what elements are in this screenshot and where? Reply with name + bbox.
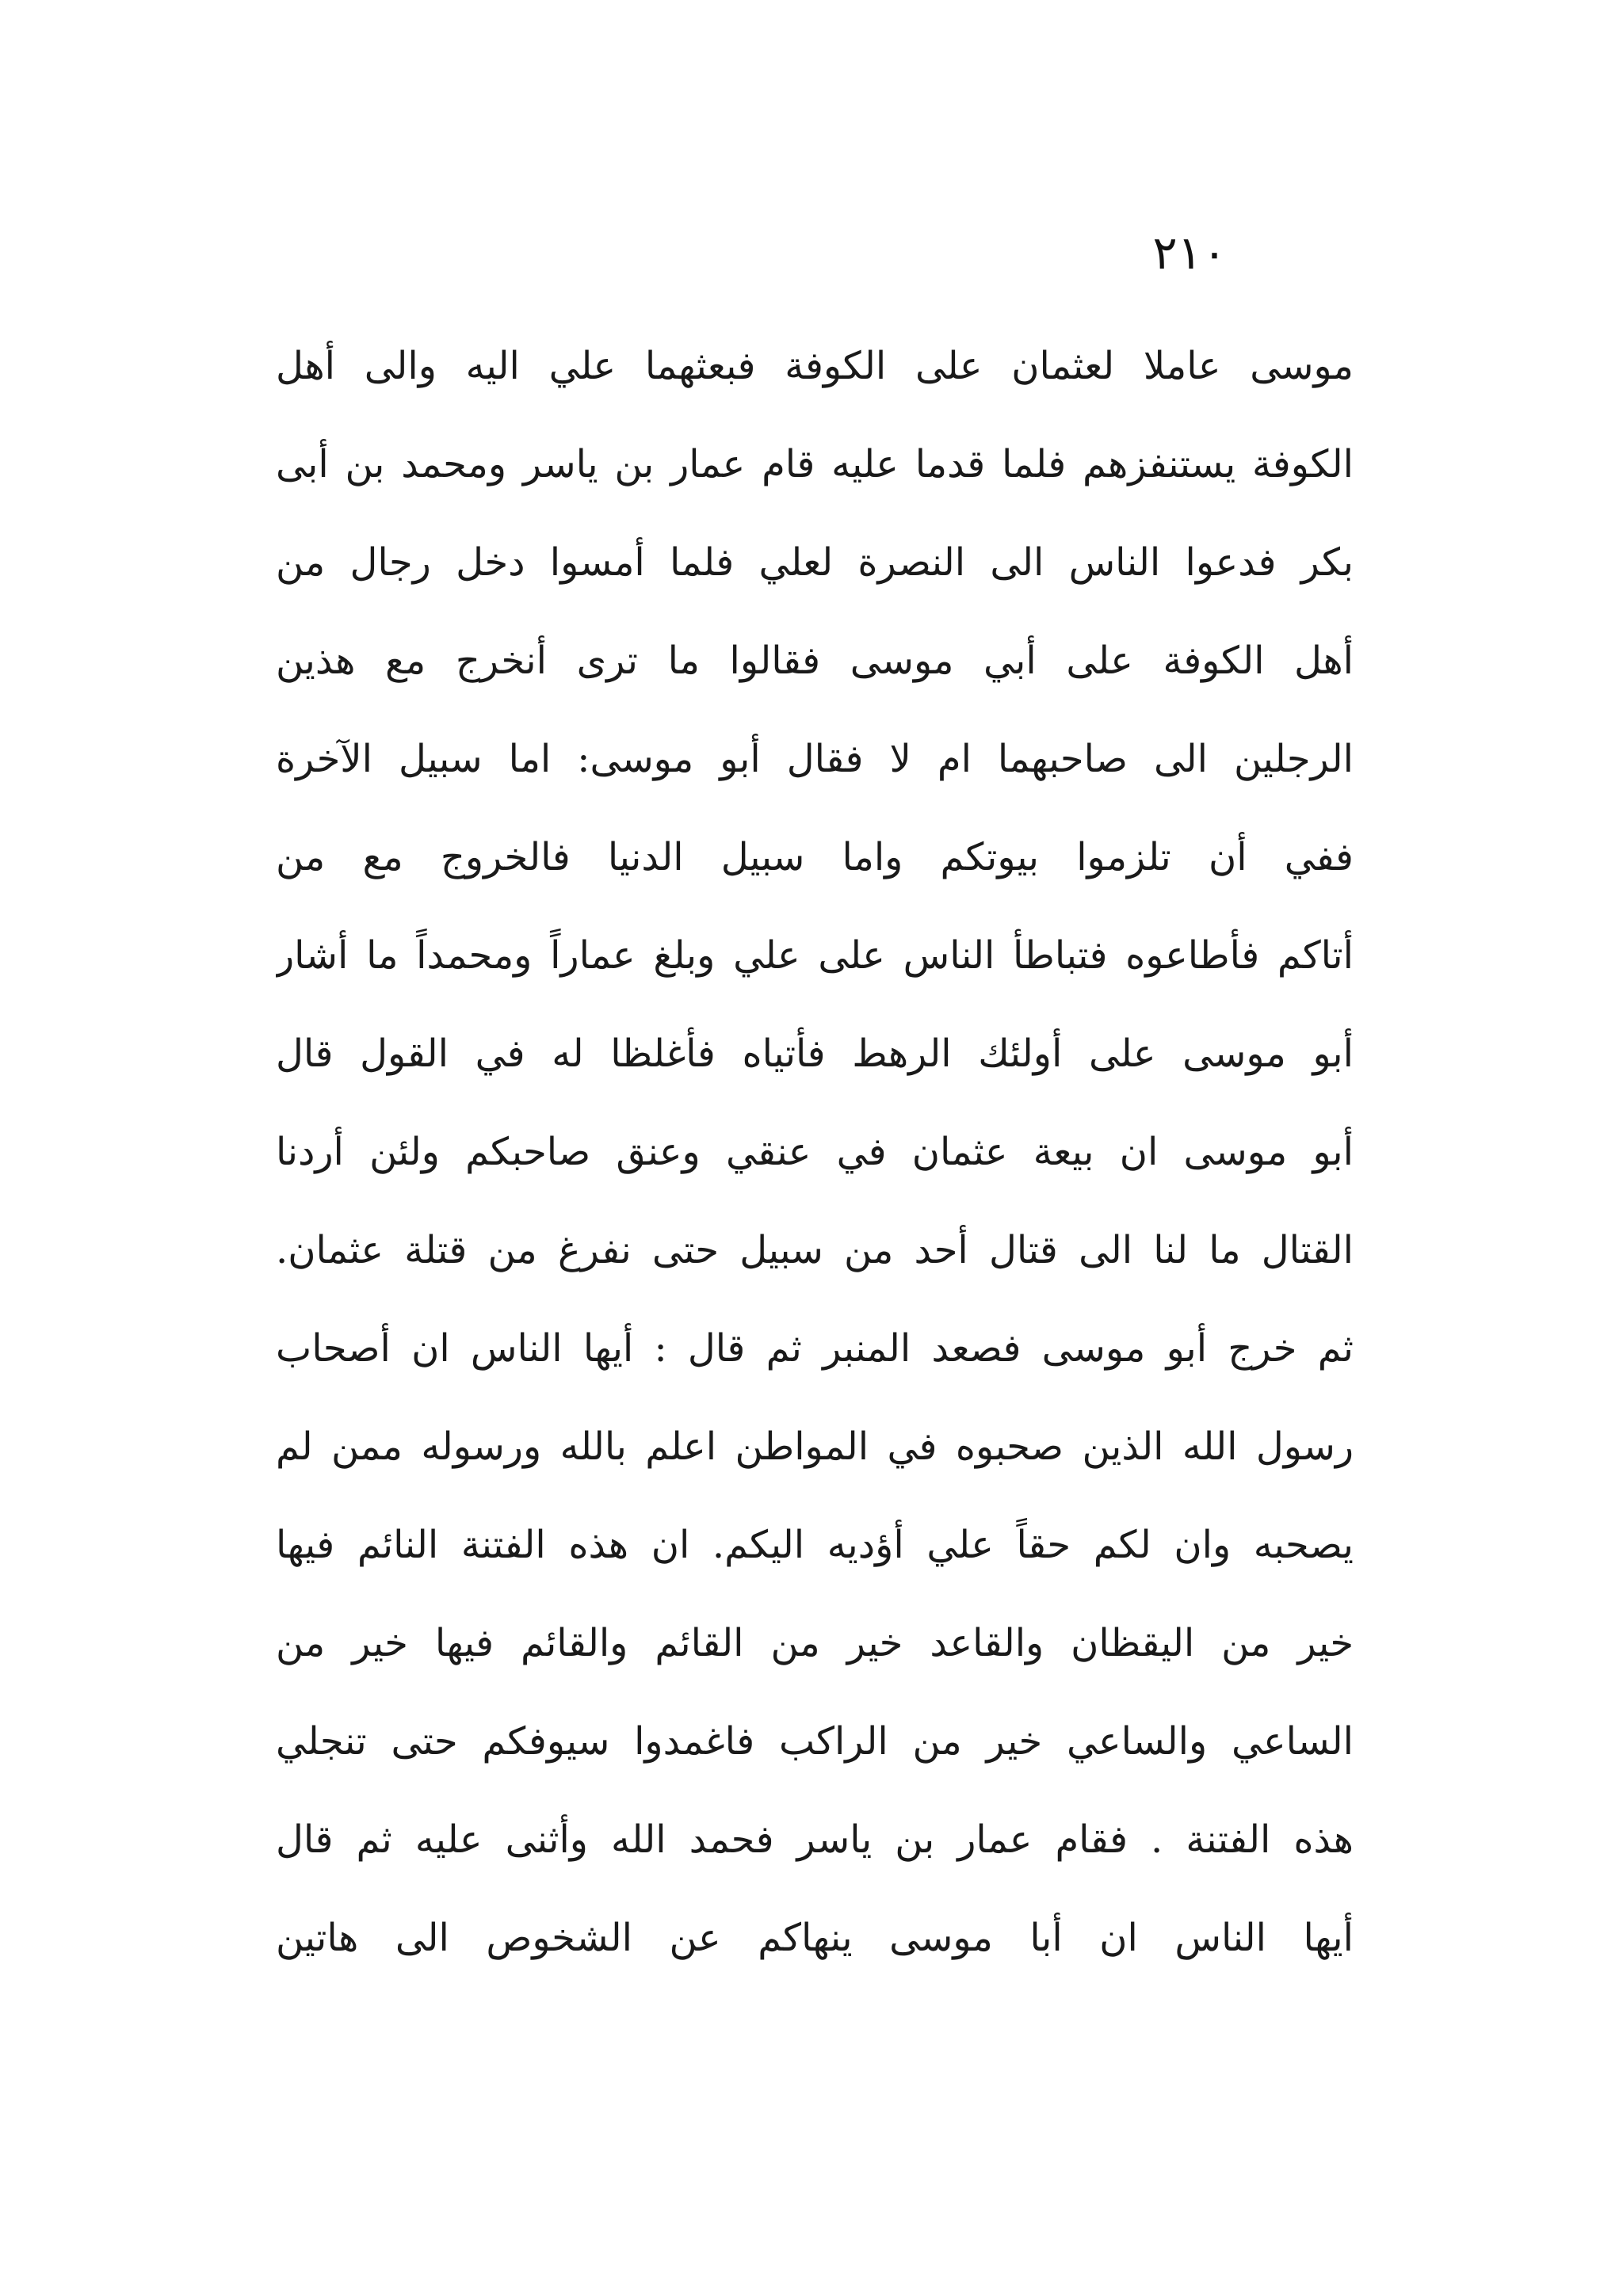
text-line-16: هذه الفتنة . فقام عمار بن ياسر فحمد الله وأثنى عليه ثم قال (276, 1817, 1354, 1862)
text-line-12: رسول الله الذين صحبوه في المواطن اعلم بالله ورسوله ممن لم (276, 1425, 1354, 1469)
text-line-4: أهل الكوفة على أبي موسى فقالوا ما ترى أنخرج مع هذين (276, 639, 1354, 683)
body-text (276, 317, 1354, 1987)
text-line-13: يصحبه وان لكم حقاً علي أؤديه اليكم. ان هذه الفتنة النائم فيها (276, 1523, 1354, 1567)
text-line-17: أيها الناس ان أبا موسى ينهاكم عن الشخوص الى هاتين (276, 1916, 1354, 1960)
text-line-5: الرجلين الى صاحبهما ام لا فقال أبو موسى: اما سبيل الآخرة (276, 737, 1354, 781)
text-line-2: الكوفة يستنفزهم فلما قدما عليه قام عمار بن ياسر ومحمد بن أبى (276, 442, 1354, 486)
text-line-11: ثم خرج أبو موسى فصعد المنبر ثم قال : أيها الناس ان أصحاب (276, 1326, 1354, 1371)
text-line-9: أبو موسى ان بيعة عثمان في عنقي وعنق صاحبكم ولئن أردنا (276, 1130, 1354, 1174)
text-line-6: ففي أن تلزموا بيوتكم واما سبيل الدنيا فالخروج مع من (276, 835, 1354, 879)
page-number: ٢١٠ (1152, 226, 1227, 280)
text-line-3: بكر فدعوا الناس الى النصرة لعلي فلما أمسوا دخل رجال من (276, 540, 1354, 585)
text-line-14: خير من اليقظان والقاعد خير من القائم والقائم فيها خير من (276, 1621, 1354, 1665)
text-line-1: موسى عاملا لعثمان على الكوفة فبعثهما علي اليه والى أهل (276, 344, 1354, 388)
text-line-15: الساعي والساعي خير من الراكب فاغمدوا سيوفكم حتى تنجلي (276, 1719, 1354, 1764)
text-line-8: أبو موسى على أولئك الرهط فأتياه فأغلظا له في القول قال (276, 1032, 1354, 1076)
text-line-7: أتاكم فأطاعوه فتباطأ الناس على علي وبلغ عماراً ومحمداً ما أشار (276, 933, 1354, 978)
text-line-10: القتال ما لنا الى قتال أحد من سبيل حتى نفرغ من قتلة عثمان. (276, 1228, 1354, 1272)
